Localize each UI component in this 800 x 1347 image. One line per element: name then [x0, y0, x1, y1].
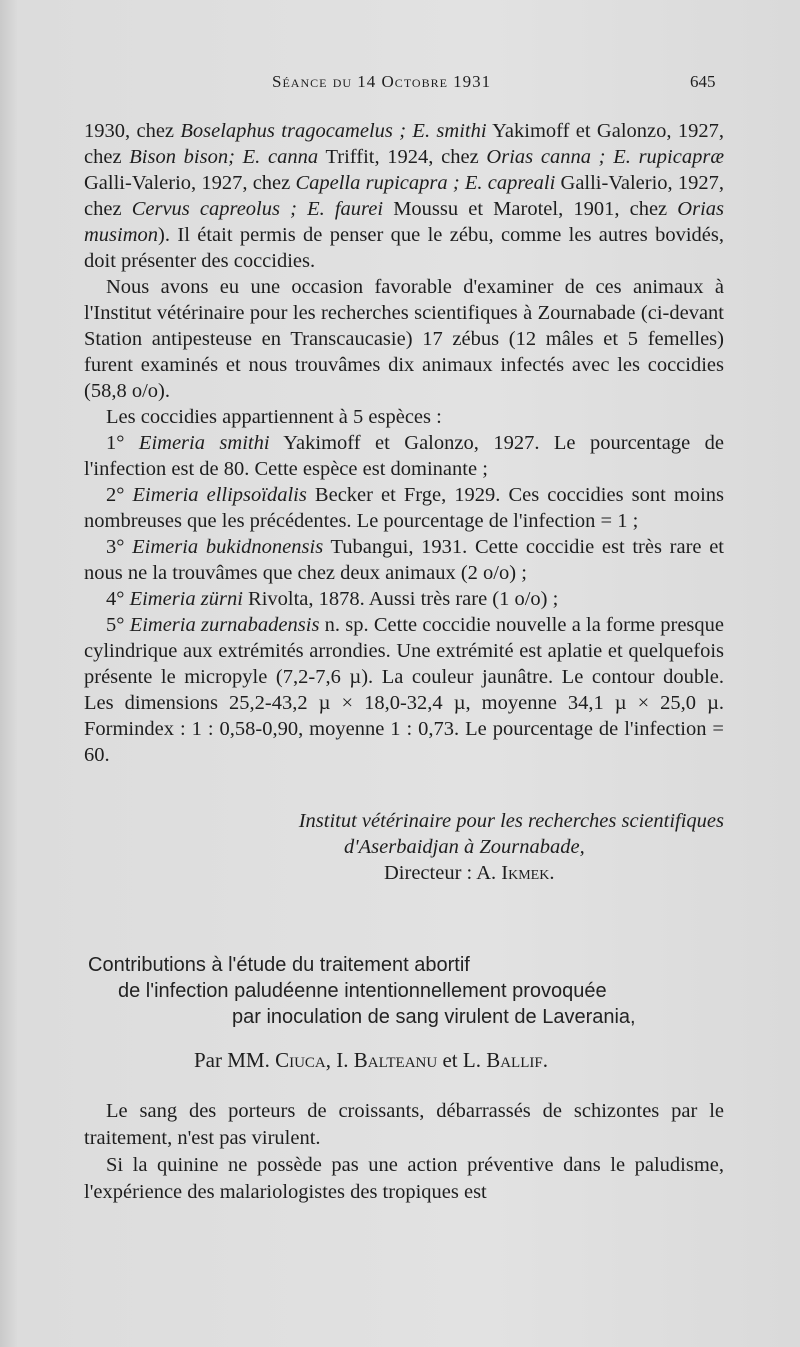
signature-institute: Institut vétérinaire pour les recherches scientifiques — [298, 810, 724, 832]
paragraph-species-intro: Les coccidies appartiennent à 5 espèces : — [106, 406, 442, 428]
running-title: Séance du 14 Octobre 1931 — [272, 72, 492, 91]
species-item-1: 1° Eimeria smithi Yakimoff et Galonzo, 1927. Le pourcentage de l'infection est de 80. Cette espèce est dominante ; — [84, 432, 724, 480]
article-title-line-2: de l'infection paludéenne intentionnellement provoquée — [118, 980, 607, 1002]
page-header — [0, 72, 800, 102]
article-paragraph-2: Si la quinine ne possède pas une action préventive dans le paludisme, l'expérience des malariologistes des tropiques est — [84, 1154, 724, 1203]
main-text — [84, 118, 724, 768]
article-paragraph-1: Le sang des porteurs de croissants, débarrassés de schizontes par le traitement, n'est pas virulent. — [84, 1100, 724, 1149]
article-title-line-3: par inoculation de sang virulent de Laverania, — [232, 1006, 636, 1028]
species-item-3: 3° Eimeria bukidnonensis Tubangui, 1931. Cette coccidie est très rare et nous ne la trouvâmes que chez deux animaux (2 o/o) ; — [84, 536, 724, 584]
article-body — [84, 1098, 724, 1206]
article-title-line-1: Contributions à l'étude du traitement abortif — [88, 954, 470, 976]
signature-place: d'Aserbaidjan à Zournabade, — [344, 836, 585, 858]
species-item-4: 4° Eimeria zürni Rivolta, 1878. Aussi très rare (1 o/o) ; — [106, 588, 559, 610]
paragraph-host-list: 1930, chez Boselaphus tragocamelus ; E. smithi Yakimoff et Galonzo, 1927, chez Bison bison; E. canna Triffit, 1924, chez Orias canna ; E. rupicapræ Galli-Valerio, 1927, chez Capella rupicapra ; E. capreali Galli-Valerio, 1927, chez Cervus capreolus ; E. faurei Moussu et Marotel, 1901, chez Orias musimon). Il était permis de penser que le zébu, comme les autres bovidés, doit présenter des coccidies. — [84, 120, 724, 272]
page-number: 645 — [690, 72, 716, 91]
paragraph-examination: Nous avons eu une occasion favorable d'examiner de ces animaux à l'Institut vétérinaire pour les recherches scientifiques à Zournabade (ci-devant Station antipesteuse en Transcaucasie) 17 zébus (12 mâles et 5 femelles) furent examinés et nous trouvâmes dix animaux infectés avec les coccidies (58,8 o/o). — [84, 276, 724, 402]
species-item-5: 5° Eimeria zurnabadensis n. sp. Cette coccidie nouvelle a la forme presque cylindrique aux extrémités arrondies. Une extrémité est aplatie et quelquefois présente le micropyle (7,2-7,6 µ). La couleur jaunâtre. Le contour double. Les dimensions 25,2-43,2 µ × 18,0-32,4 µ, moyenne 34,1 µ × 25,0 µ. Formindex : 1 : 0,58-0,90, moyenne 1 : 0,73. Le pourcentage de l'infection = 60. — [84, 614, 724, 766]
signature-director: Directeur : A. Ikmek. — [384, 862, 555, 884]
species-item-2: 2° Eimeria ellipsoïdalis Becker et Frge, 1929. Ces coccidies sont moins nombreuses que les précédentes. Le pourcentage de l'infection = 1 ; — [84, 484, 724, 532]
article-authors: Par MM. Ciuca, I. Balteanu et L. Ballif. — [194, 1048, 548, 1072]
